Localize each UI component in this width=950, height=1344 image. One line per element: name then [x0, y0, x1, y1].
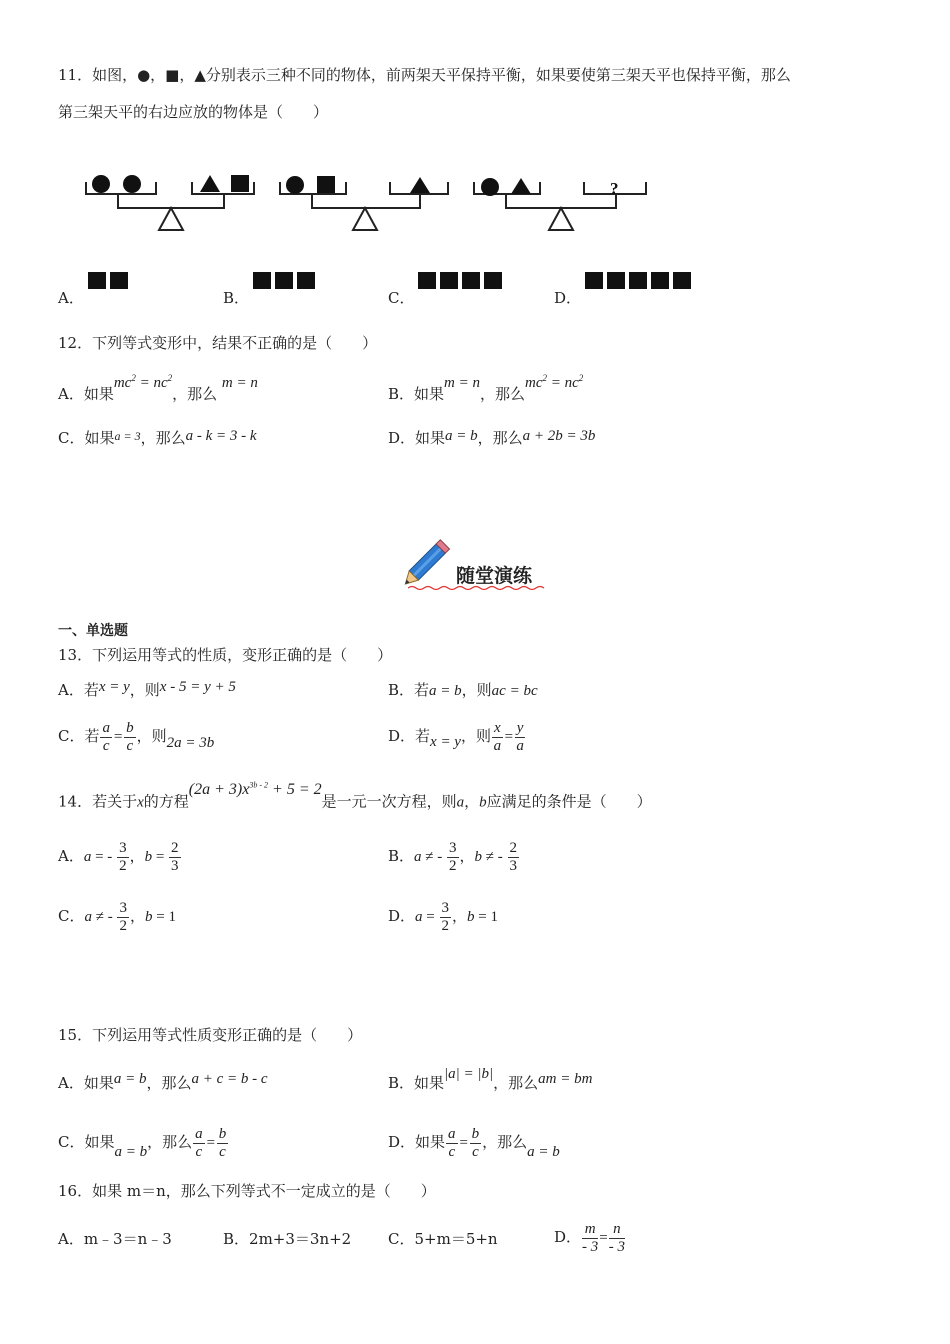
q11-stem-line1: 11．如图，●，■，▲分别表示三种不同的物体，前两架天平保持平衡，如果要使第三架天平也保持平衡，那么	[58, 66, 791, 84]
q14-equation: $(2a + 3)x^{3b - 2} + 5 = 2$	[188, 781, 322, 799]
q14-option-b: B．a ≠ - $\frac{3}{2}$ ，b ≠ - $\frac{2}{3}$	[388, 839, 518, 874]
q11-option-c: C．	[388, 289, 415, 307]
triangle-icon	[410, 177, 430, 193]
q13d-frac-x: $\frac{x}{a}$	[493, 719, 502, 754]
q12-option-a: A．如果$mc^2 = nc^2$，那么 m = n	[58, 373, 258, 403]
square-icon	[484, 272, 502, 289]
square-icon	[440, 272, 458, 289]
q13-stem: 13．下列运用等式的性质，变形正确的是（ ）	[58, 646, 393, 664]
q12-option-c: C．如果$^{a = 3}$，那么a - k = 3 - k	[58, 428, 257, 447]
q13-option-b: B．若a = b，则ac = bc	[388, 681, 538, 699]
q12-stem: 12．下列等式变形中，结果不正确的是（ ）	[58, 334, 378, 352]
q11-option-d: D．	[554, 289, 582, 307]
triangle-icon	[511, 178, 531, 194]
q15-option-b: B．如果|a| = |b|，那么am = bm	[388, 1066, 593, 1092]
banner-underline	[408, 584, 548, 592]
q11-option-a: A．	[58, 289, 84, 307]
square-icon	[88, 272, 106, 289]
square-icon	[253, 272, 271, 289]
q12a-cond: $mc^2 = nc^2$	[113, 373, 173, 391]
q15-option-a: A．如果a = b，那么a + c = b - c	[58, 1071, 268, 1092]
q16-option-d: D． $\frac{m}{- 3}$ = $\frac{n}{- 3}$	[554, 1220, 625, 1255]
q14-stem: 14．若关于x的方程$(2a + 3)x^{3b - 2} + 5 = 2$是一元一次方程，则a，b应满足的条件是（ ）	[58, 781, 652, 811]
square-icon	[110, 272, 128, 289]
triangle-icon	[200, 175, 220, 192]
pencil-icon	[402, 535, 456, 587]
square-icon	[317, 176, 335, 193]
q16-option-b: B．2m+3＝3n+2	[223, 1230, 352, 1248]
q14-option-d: D．a = $\frac{3}{2}$ ，b = 1	[388, 899, 498, 934]
square-icon	[462, 272, 480, 289]
q11-option-b: B．	[223, 289, 250, 307]
square-icon	[418, 272, 436, 289]
q15-stem: 15．下列运用等式性质变形正确的是（ ）	[58, 1026, 363, 1044]
square-icon	[275, 272, 293, 289]
circle-icon	[92, 175, 110, 193]
circle-icon	[286, 176, 304, 194]
q13c-frac-a: $\frac{a}{c}$	[102, 719, 110, 754]
square-icon	[629, 272, 647, 289]
question-mark: ?	[610, 179, 619, 198]
q13-option-c: C．若 $\frac{a}{c}$ = $\frac{b}{c}$ ，则2a = 3b	[58, 719, 215, 754]
square-icon	[673, 272, 691, 289]
square-icon	[607, 272, 625, 289]
q14-option-a: A．a = - $\frac{3}{2}$ ，b = $\frac{2}{3}$	[58, 839, 179, 874]
section-title: 一、单选题	[58, 623, 128, 639]
q14-option-c: C．a ≠ - $\frac{3}{2}$ ，b = 1	[58, 899, 176, 934]
q15-option-c: C．如果a = b，那么 $\frac{a}{c}$ = $\frac{b}{c}$	[58, 1125, 227, 1160]
q12b-res: $mc^2 = nc^2$	[525, 373, 584, 391]
balance-scales-figure	[80, 170, 660, 240]
q11-stem-line2: 第三架天平的右边应放的物体是（ ）	[58, 103, 329, 121]
q12-option-d: D．如果a = b，那么a + 2b = 3b	[388, 428, 596, 447]
q12-option-b: B．如果m = n，那么$mc^2 = nc^2$	[388, 373, 584, 403]
circle-icon	[481, 178, 499, 196]
square-icon	[585, 272, 603, 289]
square-icon	[651, 272, 669, 289]
square-icon	[231, 175, 249, 192]
q16-option-a: A．m﹣3＝n﹣3	[58, 1230, 172, 1248]
q16-option-c: C．5+m＝5+n	[388, 1230, 498, 1248]
q13c-frac-b: $\frac{b}{c}$	[126, 719, 134, 754]
q13d-frac-y: $\frac{y}{a}$	[516, 719, 524, 754]
q15-option-d: D．如果 $\frac{a}{c}$ = $\frac{b}{c}$ ，那么a = b	[388, 1125, 560, 1160]
square-icon	[297, 272, 315, 289]
circle-icon	[123, 175, 141, 193]
banner-title: 随堂演练	[456, 565, 533, 587]
q13-option-a: A．若x = y，则x - 5 = y + 5	[58, 679, 236, 699]
q13-option-d: D．若x = y，则 $\frac{x}{a}$ = $\frac{y}{a}$	[388, 719, 524, 754]
q16-stem: 16．如果 m＝n，那么下列等式不一定成立的是（ ）	[58, 1182, 436, 1200]
